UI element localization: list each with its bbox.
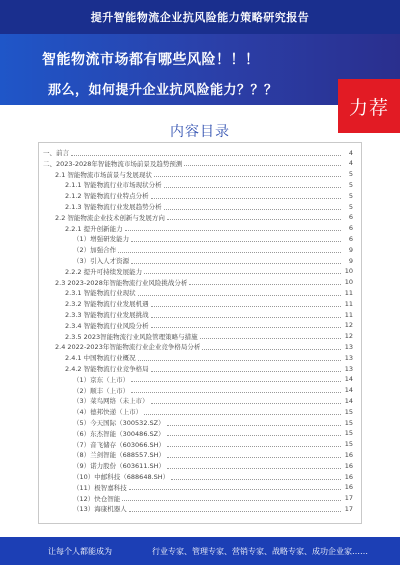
- toc-entry[interactable]: [39, 233, 353, 244]
- toc-entry-page: 5: [348, 180, 353, 189]
- toc-entry[interactable]: [39, 439, 353, 450]
- toc-entry-title: 2.3.1 智能物流行业现状: [65, 289, 136, 298]
- recommend-badge-label: 力荐: [348, 96, 389, 119]
- toc-entry[interactable]: [39, 417, 353, 428]
- toc-entry-leader: [125, 225, 341, 231]
- toc-entry[interactable]: [39, 449, 353, 460]
- toc-entry[interactable]: [39, 471, 353, 482]
- toc-entry[interactable]: [39, 482, 353, 493]
- toc-entry-page: 12: [344, 332, 353, 341]
- toc-entry-page: 15: [344, 418, 353, 427]
- toc-entry-page: 16: [344, 450, 353, 459]
- toc-entry-leader: [131, 236, 341, 242]
- toc-entry[interactable]: [39, 298, 353, 309]
- toc-entry-page: 16: [344, 483, 353, 492]
- toc-entry-page: 11: [344, 288, 353, 297]
- toc-entry-leader: [184, 160, 341, 166]
- toc-entry-leader: [144, 268, 341, 274]
- toc-entry[interactable]: [39, 363, 353, 374]
- toc-entry[interactable]: [39, 341, 353, 352]
- toc-entry-leader: [167, 463, 341, 469]
- toc-entry[interactable]: [39, 503, 353, 514]
- toc-entry-leader: [129, 506, 341, 512]
- toc-entry-page: 13: [344, 342, 353, 351]
- toc-entry-leader: [200, 333, 341, 339]
- toc-entry-leader: [151, 322, 341, 328]
- toc-entry[interactable]: [39, 320, 353, 331]
- toc-entry-title: （9）诺力股份（603611.SH）: [73, 462, 166, 471]
- toc-entry-leader: [167, 420, 341, 426]
- toc-entry[interactable]: [39, 331, 353, 342]
- toc-entry-title: （1）京东（上市）: [73, 375, 130, 384]
- toc-entry-page: 9: [348, 256, 353, 265]
- toc-entry-leader: [151, 301, 341, 307]
- toc-entry-leader: [122, 495, 341, 501]
- toc-entry-title: 2.4 2022-2023年智能物流行业企业竞争格局分析: [55, 343, 201, 352]
- banner-headline: 智能物流市场都有哪些风险！！！: [42, 52, 260, 68]
- toc-entry[interactable]: [39, 428, 353, 439]
- toc-entry-title: 2.1 智能物流市场前景与发展现状: [55, 170, 152, 179]
- toc-entry[interactable]: [39, 374, 353, 385]
- toc-entry-leader: [138, 290, 341, 296]
- toc-entry[interactable]: [39, 147, 353, 158]
- toc-entry-page: 4: [348, 159, 353, 168]
- toc-entry-title: 2.2.2 提升可持续发展能力: [65, 267, 143, 276]
- toc-page: [38, 142, 362, 524]
- toc-entry-page: 14: [344, 375, 353, 384]
- footer-bar: [0, 537, 400, 565]
- toc-entry-title: （6）东杰智能（300486.SZ）: [73, 429, 165, 438]
- toc-entry-title: 2.4.1 中国物流行业概况: [65, 354, 136, 363]
- toc-entry-leader: [171, 474, 341, 480]
- toc-entry-page: 10: [344, 278, 353, 287]
- toc-entry[interactable]: [39, 244, 353, 255]
- toc-entry[interactable]: [39, 352, 353, 363]
- toc-heading: 内容目录: [170, 124, 230, 140]
- toc-entry-title: （12）快仓智能: [73, 494, 121, 503]
- toc-entry-page: 17: [344, 494, 353, 503]
- toc-entry-title: （4）德邦快递（上市）: [73, 408, 143, 417]
- toc-entry[interactable]: [39, 309, 353, 320]
- toc-entry-title: （3）菜鸟网络（未上市）: [73, 397, 149, 406]
- footer-slogan-right: 行业专家、管理专家、营销专家、战略专家、成功企业家……: [152, 547, 368, 556]
- toc-entry-title: （2）加强合作: [73, 246, 117, 255]
- toc-entry-page: 10: [344, 267, 353, 276]
- banner-subheadline: 那么，如何提升企业抗风险能力？？？: [48, 83, 278, 98]
- footer-slogan-left: 让每个人都能成为: [48, 547, 112, 556]
- toc-entry[interactable]: [39, 277, 353, 288]
- toc-entry-leader: [189, 279, 341, 285]
- toc-entry[interactable]: [39, 395, 353, 406]
- toc-entry-leader: [167, 452, 341, 458]
- toc-entry[interactable]: [39, 158, 353, 169]
- toc-entry-leader: [131, 376, 341, 382]
- toc-entry-title: （1）增强研发能力: [73, 235, 130, 244]
- toc-entry-page: 11: [344, 310, 353, 319]
- toc-entry[interactable]: [39, 266, 353, 277]
- toc-entry-title: 2.3.2 智能物流行业发展机遇: [65, 300, 149, 309]
- toc-entry-title: 2.2 智能物流企业技术创新与发展方向: [55, 213, 165, 222]
- toc-entry-leader: [167, 441, 341, 447]
- toc-entry-leader: [118, 247, 341, 253]
- toc-entry-page: 13: [344, 353, 353, 362]
- toc-entry-leader: [138, 355, 341, 361]
- toc-entry-title: 2.1.2 智能物流行业特点分析: [65, 192, 149, 201]
- toc-entry-page: 15: [344, 407, 353, 416]
- toc-entry-title: （5）今天国际（300532.SZ）: [73, 419, 165, 427]
- promo-banner: [0, 34, 400, 119]
- toc-entry[interactable]: [39, 201, 353, 212]
- toc-entry[interactable]: [39, 385, 353, 396]
- toc-entry-title: 2.2.1 提升创新能力: [65, 224, 123, 233]
- report-header-bar: [0, 0, 400, 34]
- toc-entry-title: 2.1.1 智能物流行业市场现状分析: [65, 181, 162, 190]
- toc-entry-title: （11）极智嘉科技: [73, 483, 127, 492]
- toc-entry-leader: [164, 204, 341, 210]
- toc-entry-page: 14: [344, 396, 353, 405]
- toc-entry-leader: [151, 193, 341, 199]
- toc-entry-title: 2.3.4 智能物流行业风险分析: [65, 321, 149, 330]
- report-title: 提升智能物流企业抗风险能力策略研究报告: [90, 11, 310, 24]
- toc-entry-page: 5: [348, 170, 353, 179]
- toc-entry-page: 13: [344, 364, 353, 373]
- toc-entry-title: （13）海康机器人: [73, 505, 127, 514]
- toc-entry-title: （3）引入人才资源: [73, 257, 130, 265]
- toc-entry-title: 2.1.3 智能物流行业发展趋势分析: [65, 203, 162, 211]
- toc-entry-page: 4: [348, 148, 353, 157]
- toc-entry-title: 二、2023-2028年智能物流市场前景及趋势预测: [43, 159, 183, 168]
- toc-entry[interactable]: [39, 212, 353, 223]
- toc-entry-page: 15: [344, 429, 353, 438]
- toc-entry[interactable]: [39, 255, 353, 266]
- toc-entry-leader: [129, 484, 341, 490]
- toc-entry-leader: [144, 409, 341, 415]
- toc-entry-page: 14: [344, 386, 353, 395]
- toc-entry-title: 2.3.5 2023智能物流行业风险管理策略与措施: [65, 332, 198, 341]
- toc-entry-page: 5: [348, 191, 353, 200]
- toc-entry-leader: [167, 430, 341, 436]
- toc-entry[interactable]: [39, 493, 353, 504]
- toc-entry[interactable]: [39, 169, 353, 180]
- toc-entry-leader: [202, 344, 341, 350]
- toc-entry-leader: [131, 258, 341, 264]
- toc-entry-page: 6: [348, 213, 353, 222]
- toc-entry-title: （8）兰剑智能（688557.SH）: [73, 451, 166, 460]
- toc-entry-leader: [151, 398, 341, 404]
- toc-entry[interactable]: [39, 406, 353, 417]
- toc-entry-title: （2）顺丰（上市）: [73, 386, 130, 395]
- toc-entry[interactable]: [39, 287, 353, 298]
- toc-entry-page: 11: [344, 299, 353, 308]
- toc-entry-page: 9: [348, 245, 353, 254]
- toc-entry-title: 一、前言: [43, 149, 69, 157]
- toc-entry-page: 16: [344, 461, 353, 470]
- toc-entry[interactable]: [39, 223, 353, 234]
- toc-entry-title: （7）音飞储存（603066.SH）: [73, 440, 166, 449]
- toc-entry-leader: [151, 366, 341, 372]
- toc-entry-title: 2.3.3 智能物流行业发展挑战: [65, 311, 149, 319]
- toc-entry-page: 12: [344, 321, 353, 330]
- toc-entry-leader: [131, 387, 341, 393]
- toc-entry-leader: [71, 150, 341, 156]
- toc-entry-leader: [154, 171, 341, 177]
- toc-entry[interactable]: [39, 179, 353, 190]
- toc-entry-title: （10）中邮科技（688648.SH）: [73, 473, 170, 481]
- toc-entry-page: 6: [348, 224, 353, 233]
- toc-entry-leader: [164, 182, 341, 188]
- toc-entry-page: 16: [344, 472, 353, 481]
- toc-entry-page: 15: [344, 440, 353, 449]
- toc-entry-page: 6: [348, 234, 353, 243]
- toc-entry-page: 5: [348, 202, 353, 211]
- toc-entry[interactable]: [39, 460, 353, 471]
- toc-entry-leader: [167, 214, 341, 220]
- toc-entry-page: 17: [344, 504, 353, 513]
- toc-entry-title: 2.3 2023-2028年智能物流行业风险挑战分析: [55, 278, 188, 287]
- toc-entry-leader: [151, 312, 341, 318]
- toc-entry[interactable]: [39, 190, 353, 201]
- toc-entry-title: 2.4.2 智能物流行业竞争格局: [65, 365, 149, 373]
